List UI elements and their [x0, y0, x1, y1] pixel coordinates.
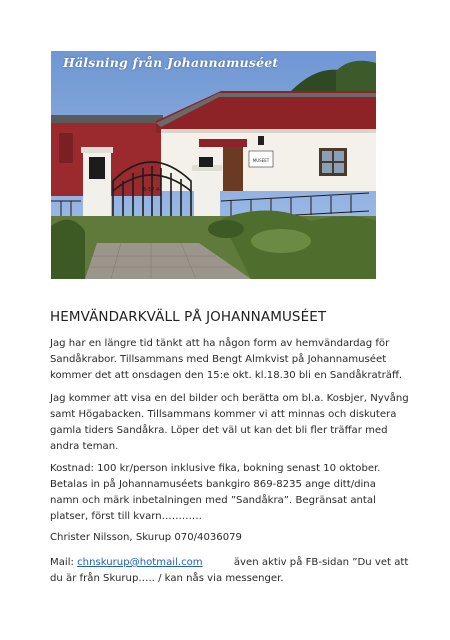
mail-paragraph — [50, 555, 409, 587]
mail-line — [50, 555, 409, 571]
mail-line-2: du är från Skurup….. / kan nås via messenger. — [50, 573, 284, 584]
museum-sign: MUSEET — [252, 158, 270, 163]
intro-line: Sandåkrabor. Tillsammans med Bengt Almkvist på Johannamuséet — [50, 354, 387, 365]
pictures-line: gamla tiders Sandåkra. Löper det väl ut kan det bli fler träffar med — [50, 425, 388, 436]
email-link[interactable]: chnskurup@hotmail.com — [77, 557, 203, 568]
museum-photo — [51, 51, 376, 279]
pictures-line: samt Högabacken. Tillsammans kommer vi att minnas och diskutera — [50, 409, 397, 420]
mail-label: Mail: — [50, 557, 74, 568]
cost-line: namn och märk inbetalningen med ”Sandåkra”. Begränsat antal — [50, 495, 376, 506]
intro-line: Jag har en längre tid tänkt att ha någon form av hemvändardag för — [50, 338, 390, 349]
pictures-line: Jag kommer att visa en del bilder och berätta om bl.a. Kosbjer, Nyvång — [50, 393, 409, 404]
intro-line: kommer det att onsdagen den 15:e okt. kl.18.30 bli en Sandåkraträff. — [50, 370, 403, 381]
pictures-paragraph — [50, 391, 409, 455]
contact-line: Christer Nilsson, Skurup 070/4036079 — [50, 532, 242, 543]
intro-paragraph — [50, 336, 403, 384]
photo-caption: Hälsning från Johannamuséet — [63, 55, 279, 70]
pictures-line: andra teman. — [50, 441, 119, 452]
museum-photo-illustration — [51, 51, 376, 279]
cost-line: Betalas in på Johannamuséets bankgiro 869-8235 ange ditt/dina — [50, 479, 376, 490]
gate-number: 8-57 4- — [143, 187, 161, 193]
facebook-text: även aktiv på FB-sidan ”Du vet att — [233, 557, 409, 568]
cost-line: platser, först till kvarn………… — [50, 511, 203, 522]
contact-paragraph — [50, 530, 400, 546]
cost-paragraph — [50, 461, 400, 525]
cost-line: Kostnad: 100 kr/person inklusive fika, bokning senast 10 oktober. — [50, 463, 381, 474]
page-title: HEMVÄNDARKVÄLL PÅ JOHANNAMUSÉET — [50, 309, 327, 325]
